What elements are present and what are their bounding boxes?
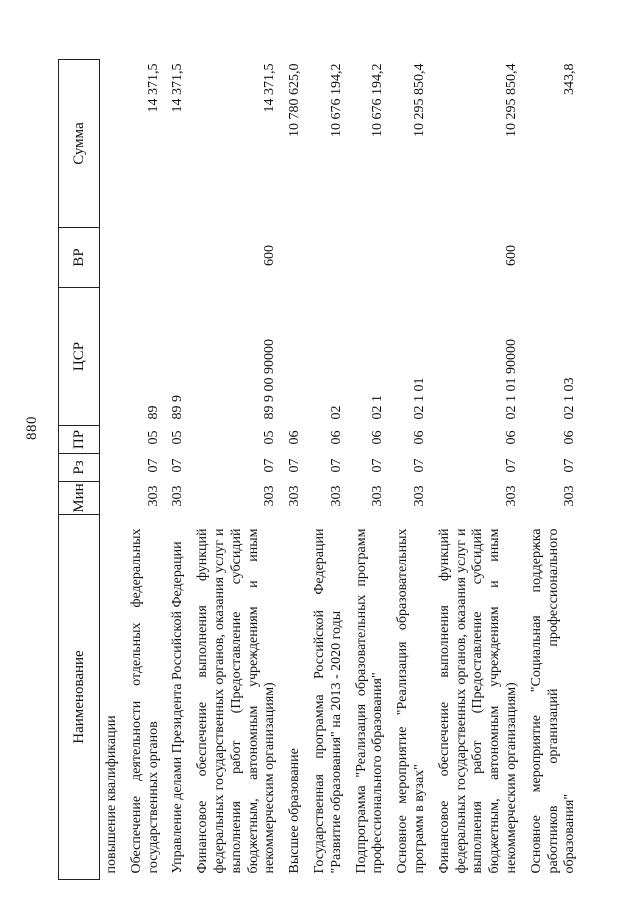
cell-sum: 14 371,5 (145, 63, 161, 113)
cell-rz: 07 (262, 458, 278, 473)
cell-vr (125, 228, 167, 288)
cell-csr (283, 288, 308, 426)
cell-pr: 05 (145, 430, 161, 445)
cell-sum: 10 780 625,0 (287, 63, 303, 137)
cell-pr: 06 (328, 430, 344, 445)
cell-vr (525, 228, 583, 288)
table-row (125, 60, 167, 880)
cell-vr (350, 228, 392, 288)
cell-rz: 07 (145, 458, 161, 473)
cell-min: 303 (562, 485, 578, 507)
cell-name: Государственная программа Российской Федерации "Развитие образования" на 2013 - 2020 годы (311, 528, 344, 874)
cell-sum: 10 676 194,2 (370, 63, 386, 137)
col-header-name: Наименование (59, 515, 100, 880)
cell-rz: 07 (287, 458, 303, 473)
cell-min: 303 (170, 485, 186, 507)
cell-name: Финансовое обеспечение выполнения функций федеральных государственных органов, оказания услуг и выполнения работ (Предоставление субсидий бюджетным, автономным учреждениям и иным некоммерческим организациям) (195, 528, 278, 874)
cell-min: 303 (503, 485, 519, 507)
cell-csr: 02 (328, 405, 344, 420)
table-row (191, 60, 283, 880)
cell-pr: 06 (370, 430, 386, 445)
col-header-rz: Рз (59, 454, 100, 482)
cell-rz (100, 454, 125, 482)
cell-sum (100, 60, 125, 228)
cell-sum: 14 371,5 (262, 63, 278, 113)
cell-rz: 07 (503, 458, 519, 473)
cell-pr: 05 (170, 430, 186, 445)
rotated-page (58, 60, 618, 880)
col-header-sum: Сумма (71, 122, 87, 165)
cell-name: Основное мероприятие "Социальная поддержка работников организаций профессионального образования" (528, 528, 578, 874)
col-header-min: Мин (59, 482, 100, 515)
col-header-vr: ВР (59, 228, 100, 288)
cell-name: Подпрограмма "Реализация образовательных программ профессионального образования" (353, 528, 386, 874)
cell-min: 303 (262, 485, 278, 507)
cell-rz: 07 (370, 458, 386, 473)
cell-name: Обеспечение деятельности отдельных федеральных государственных органов (128, 528, 161, 874)
cell-min: 303 (287, 485, 303, 507)
table-header (59, 60, 100, 880)
cell-min: 303 (145, 485, 161, 507)
col-header-csr: ЦСР (59, 288, 100, 426)
cell-min: 303 (370, 485, 386, 507)
cell-pr: 06 (562, 430, 578, 445)
cell-vr (391, 228, 433, 288)
cell-sum: 14 371,5 (170, 63, 186, 113)
table-row (100, 60, 125, 880)
cell-vr (283, 228, 308, 288)
cell-csr: 89 9 00 90000 (262, 339, 278, 420)
cell-pr: 05 (262, 430, 278, 445)
cell-csr: 89 9 (170, 395, 186, 420)
cell-sum: 10 676 194,2 (328, 63, 344, 137)
cell-rz: 07 (328, 458, 344, 473)
cell-rz: 07 (562, 458, 578, 473)
cell-vr: 600 (503, 245, 519, 266)
cell-pr: 06 (287, 430, 303, 445)
cell-name: Высшее образование (287, 748, 303, 874)
cell-csr: 02 1 03 (562, 377, 578, 420)
table-row (350, 60, 392, 880)
cell-name: повышение квалификации (104, 715, 119, 874)
cell-csr: 02 1 01 90000 (503, 339, 519, 420)
cell-csr: 02 1 01 (411, 377, 427, 420)
cell-name: Основное мероприятие "Реализация образовательных программ в вузах" (395, 528, 427, 874)
table-row (433, 60, 525, 880)
cell-pr (100, 426, 125, 454)
table-body (100, 60, 584, 880)
cell-name: Управление делами Президента Российской Федерации (170, 541, 186, 874)
cell-name: Финансовое обеспечение выполнения функций федеральных государственных органов, оказания услуг и выполнения работ (Предоставление субсидий бюджетным, автономным учреждениям и иным некоммерческим организациям) (436, 528, 519, 874)
table-row (391, 60, 433, 880)
cell-pr: 06 (411, 430, 427, 445)
cell-vr (166, 228, 191, 288)
cell-pr: 06 (503, 430, 519, 445)
cell-csr: 02 1 (370, 395, 386, 420)
cell-vr (308, 228, 350, 288)
table-row (166, 60, 191, 880)
cell-sum: 343,8 (562, 63, 578, 95)
budget-table (58, 59, 583, 880)
table-row (525, 60, 583, 880)
page-number: 880 (24, 416, 40, 440)
table-row (308, 60, 350, 880)
cell-sum: 10 295 850,4 (411, 63, 427, 137)
table-row (283, 60, 308, 880)
col-header-pr: ПР (59, 426, 100, 454)
cell-csr: 89 (145, 405, 161, 420)
cell-rz: 07 (411, 458, 427, 473)
cell-rz: 07 (170, 458, 186, 473)
cell-min (100, 482, 125, 515)
cell-min: 303 (411, 485, 427, 507)
cell-vr (100, 228, 125, 288)
cell-csr (100, 288, 125, 426)
cell-vr: 600 (262, 245, 278, 266)
cell-sum: 10 295 850,4 (503, 63, 519, 137)
cell-min: 303 (328, 485, 344, 507)
